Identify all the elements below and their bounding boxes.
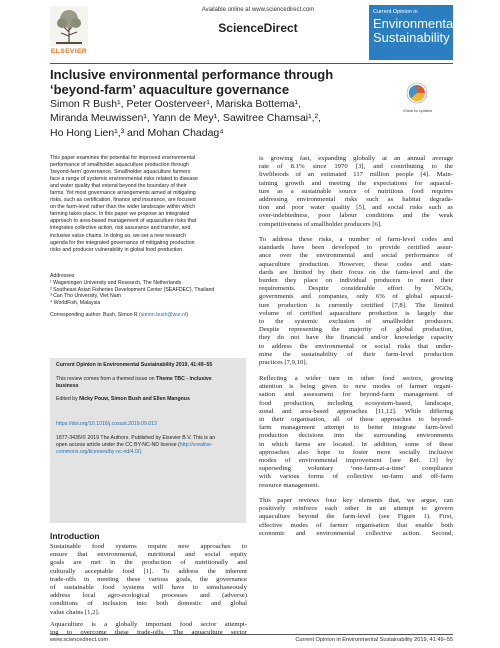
header-rule <box>50 63 453 64</box>
text-line: ance over the environmental and social performance of <box>259 252 453 260</box>
footer-citation: Current Opinion in Environmental Sustainability 2019, 41:49–55 <box>295 637 453 643</box>
citation-box <box>50 358 246 523</box>
text-line: effective modes of farmer organisation that enable both <box>259 521 453 529</box>
text-line: practices [7,9,10]. <box>259 359 308 367</box>
text-line: they do not have the financial and/or knowledge capacity <box>259 334 453 342</box>
edited-by-line <box>56 396 190 403</box>
text-line: ensure that environmental, nutritional and social equity <box>50 551 247 559</box>
text-line: ture as a sustainable source of nutritious food requires <box>259 187 453 195</box>
text-line: modes of environmental improvement [see Ref. 13] by <box>259 457 453 465</box>
authors <box>50 97 321 140</box>
text-line: economic and environmental collective action. Second, <box>259 529 453 537</box>
address-line: ³ Can Tho University, Viet Nam <box>50 293 121 300</box>
corresponding-email-link[interactable]: simon.bush@wur.nl <box>140 311 187 318</box>
abstract-line: risks, such as certification, finance and insurance, are focused <box>50 197 196 204</box>
addresses-heading: Addresses <box>50 273 75 279</box>
text-line: to address the environmental or social risks that under- <box>259 342 453 350</box>
abstract-line: inclusive value chains. In doing so, we set a new research <box>50 232 187 239</box>
check-updates-icon <box>405 82 429 104</box>
publisher-name: ELSEVIER <box>50 48 88 55</box>
abstract-line: approach to area-based management of aquaculture risks that <box>50 218 197 225</box>
abstract-line: This paper examines the potential for improved environmental <box>50 155 196 161</box>
text-line: production decisions into the surrounding environments <box>259 432 453 440</box>
text-line: over-indebtedness, poor labour conditions and the weak <box>259 212 453 220</box>
editors: Nicky Pouw, Simon Bush and Ellen Mangnus <box>79 396 190 402</box>
text-line: goals are met in the production of nutritionally and <box>50 559 247 567</box>
text-line: This paper reviews four key elements that, we argue, can <box>259 497 453 504</box>
text-line: competitiveness of smallholder producers [6]. <box>259 220 382 228</box>
text-line: ing to overcome these trade-offs. The aquaculture sector <box>50 629 247 637</box>
abstract-line: farms. Yet most governance arrangements aimed at mitigating <box>50 190 196 197</box>
elsevier-tree-logo <box>50 6 88 46</box>
corresponding-prefix: Corresponding author: Bush, Simon R ( <box>50 311 141 318</box>
abstract-line: performance of smallholder aquaculture production through <box>50 162 189 169</box>
text-line: burden they place on individual producers to meet their <box>259 277 453 285</box>
abstract-line: ‘beyond-farm’ governance. Smallholder aquaculture farmers <box>50 169 191 176</box>
available-online: Available online at www.sciencedirect.com <box>201 7 315 13</box>
journal-name-line2: Sustainability <box>373 30 450 45</box>
abstract-line: integrates collective action, risk assurance and transfer, and <box>50 225 191 232</box>
doi-link[interactable]: https://doi.org/10.1016/j.cosust.2019.09.013 <box>56 421 157 427</box>
address-line: ² Southeast Asian Fisheries Development Center (SEAFDEC), Thailand <box>50 286 215 293</box>
text-line: food production, including ecosystem-based, landscape, <box>259 399 453 407</box>
article-title-line2: ‘beyond-farm’ aquaculture governance <box>50 82 290 97</box>
abstract-line: and water quality that extend beyond the boundary of their <box>50 183 187 190</box>
author-line: Simon R Bush¹, Peter Oosterveer¹, Mariska Bottema¹, <box>50 98 301 110</box>
text-line: requirements. Despite considerable effort by NGOs, <box>259 285 453 293</box>
footer-website[interactable]: www.sciencedirect.com <box>50 637 109 643</box>
license-text: open access article under the CC BY-NC-ND license ( <box>56 442 180 448</box>
introduction-para1 <box>50 543 247 617</box>
text-line: livelihoods of an estimated 117 million people [4]. Main- <box>259 171 453 179</box>
journal-prefix: Current Opinion in <box>373 9 418 15</box>
text-line: addressing environmental risks such as habitat degrada- <box>259 196 453 204</box>
sciencedirect-brand: ScienceDirect <box>218 21 298 35</box>
text-line: aquaculture beyond the farm-level (see Figure 1). First, <box>259 513 453 521</box>
text-line: farm management attempt to better integrate farm-level <box>259 424 453 432</box>
license-link[interactable]: http://creative- <box>179 442 213 448</box>
license-line <box>56 442 213 449</box>
citation-line: Current Opinion in Environmental Sustainability 2019, 41:49–55 <box>56 362 213 368</box>
text-line: to the systemic exclusion of smallholder producers. <box>259 318 453 326</box>
text-line: mine the sustainability of their farm-level production <box>259 350 453 358</box>
license-link-cont[interactable]: commons.org/licenses/by-nc-nd/4.0/). <box>56 449 143 455</box>
text-line: Reflecting a wider turn in other food sectors, growing <box>259 375 453 382</box>
right-para1 <box>259 155 453 229</box>
address-line: ⁴ WorldFish, Malaysia <box>50 300 101 307</box>
text-line: value chains [1,2]. <box>50 608 100 616</box>
corresponding-author <box>50 312 246 319</box>
text-line: of sustainable food systems will have to simultaneously <box>50 584 247 592</box>
journal-banner[interactable] <box>369 5 457 60</box>
text-line: standards have been developed to provide certified assur- <box>259 244 453 252</box>
text-line: attention is being given to new modes of farmer organi- <box>259 383 453 391</box>
text-line: Despite representing the majority of global production, <box>259 326 453 334</box>
themed-issue-line <box>56 376 212 383</box>
abstract <box>50 155 246 254</box>
text-line: sation and assessment for beyond-farm management of <box>259 391 453 399</box>
themed-issue-line2: business <box>56 383 79 389</box>
text-line: trade-offs in meeting these various goals, the governance <box>50 575 247 583</box>
text-line: in which farms are located. In addition, some of these <box>259 440 453 448</box>
check-for-updates-badge[interactable] <box>403 82 433 113</box>
right-para2 <box>259 236 453 367</box>
text-line: tion and poor water quality [5], and social risks such as <box>259 204 453 212</box>
text-line: To address these risks, a number of farm-level codes and <box>259 236 453 243</box>
abstract-line: farming takes place. In this paper we propose an integrated <box>50 211 190 218</box>
text-line: with various forms of collective on-farm and off-farm <box>259 473 453 481</box>
text-line: culturally acceptable food [1]. To address the inherent <box>50 567 247 575</box>
text-line: governments and companies, only 6% of global aquacul- <box>259 293 453 301</box>
corresponding-suffix: ) <box>186 311 188 318</box>
author-line: Ho Hong Lien¹,³ and Mohan Chadag⁴ <box>50 126 224 139</box>
address-line: ¹ Wageningen University and Research, The Netherlands <box>50 279 182 286</box>
text-line: ture production is currently certified [7,8]. The limited <box>259 301 453 309</box>
text-line: rate of 8.1% since 1970 [3], and contributing to the <box>259 163 453 171</box>
abstract-line: on the farm-level rather than the wider landscape within which <box>50 204 196 211</box>
text-line: dards are limited by their focus on the farm-level and the <box>259 268 453 276</box>
text-line: resource management. <box>259 481 320 489</box>
text-line: address local agro-ecological processes and (adverse) <box>50 592 247 600</box>
footer-rule <box>50 634 453 635</box>
journal-name-line1: Environmental <box>373 16 457 31</box>
text-line: zonal and area-based approaches [11,12]. While differing <box>259 407 453 415</box>
abstract-line: risks and producer vulnerability in global food production. <box>50 246 184 253</box>
check-updates-label: Check for updates <box>403 109 433 113</box>
text-line: approaches also hope to foster more socially inclusive <box>259 448 453 456</box>
text-line: in their organisation, all of these approaches to beyond- <box>259 416 453 424</box>
text-line: conditions of inclusion into both domestic and global <box>50 600 247 608</box>
introduction-heading: Introduction <box>50 531 100 541</box>
addresses <box>50 273 246 319</box>
abstract-line: agenda for the integrated governance of mitigating production <box>50 239 195 246</box>
edited-by-prefix: Edited by <box>56 396 80 402</box>
right-para4 <box>259 497 453 538</box>
text-line: Aquaculture is a globally important food sector attempt- <box>50 621 247 628</box>
text-line: positively reinforce each other in an attempt to govern <box>259 505 453 513</box>
text-line: Sustainable food systems require new approaches to <box>50 543 247 550</box>
text-line: superseding voluntary ‘one-farm-at-a-time’ compliance <box>259 465 453 473</box>
license-line: 1877-3435/© 2019 The Authors. Published by Elsevier B.V. This is an <box>56 435 216 441</box>
text-line: aquaculture production. However, these codes and stan- <box>259 260 453 268</box>
text-line: is growing fast, expanding globally at an annual average <box>259 155 453 162</box>
themed-issue-title: Theme TBC - inclusive <box>156 376 212 382</box>
article-title-line1: Inclusive environmental performance through <box>50 67 334 82</box>
right-para3 <box>259 375 453 490</box>
author-line: Miranda Meuwissen¹, Yann de Mey¹, Sawitree Chamsai¹,², <box>50 112 321 125</box>
abstract-line: face a range of systemic environmental risks related to disease <box>50 176 198 183</box>
text-line: volume of certified aquaculture production is largely due <box>259 309 453 317</box>
text-line: taining growth and meeting the expectations for aquacul- <box>259 179 453 187</box>
themed-issue-prefix: This review comes from a themed issue on <box>56 376 157 382</box>
